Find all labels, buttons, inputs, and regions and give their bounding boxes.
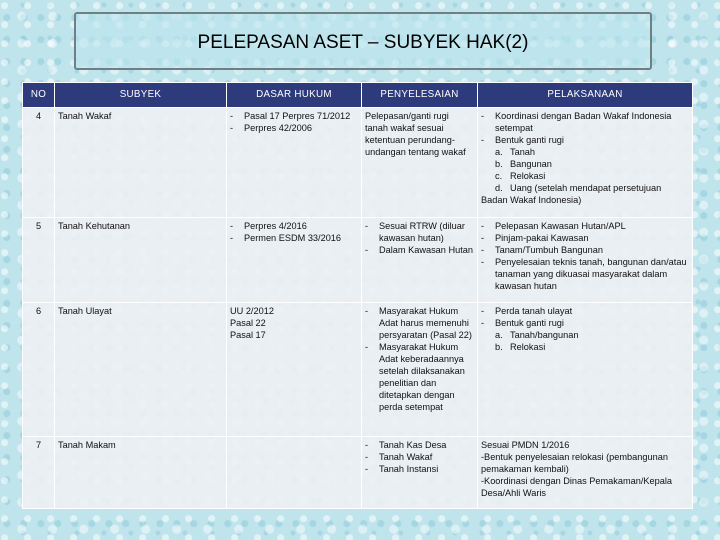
header-penyelesaian: PENYELESAIAN	[362, 83, 478, 108]
header-dasar-hukum: DASAR HUKUM	[227, 83, 362, 108]
list-item: - Dalam Kawasan Hutan	[365, 244, 474, 256]
list-item: - Perpres 4/2016	[230, 220, 358, 232]
list-item: - Penyelesaian teknis tanah, bangunan dan/atau tanaman yang dikuasai masyarakat dalam kawasan hutan	[481, 256, 689, 292]
cell-penyelesaian	[362, 218, 478, 303]
sub-text: Relokasi	[510, 342, 546, 352]
cell-subyek: Tanah Ulayat	[55, 303, 227, 437]
cell-subyek: Tanah Kehutanan	[55, 218, 227, 303]
table-row-ulayat	[23, 303, 693, 437]
pelaksanaan-tail: Badan Wakaf Indonesia)	[481, 195, 582, 205]
sub-text: Tanah/bangunan	[510, 330, 579, 340]
list-item: - Permen ESDM 33/2016	[230, 232, 358, 244]
text-line: -Bentuk penyelesaian relokasi (pembangunan pemakaman kembali)	[481, 452, 668, 474]
list-item: - Pasal 17 Perpres 71/2012	[230, 110, 358, 122]
table-row-wakaf	[23, 108, 693, 218]
sub-item	[495, 341, 689, 353]
sub-item	[495, 170, 689, 182]
header-pelaksanaan: PELAKSANAAN	[478, 83, 693, 108]
page-title: PELEPASAN ASET – SUBYEK HAK(2)	[197, 32, 529, 53]
sub-marker: d.	[495, 183, 503, 193]
list-item: - Perda tanah ulayat	[481, 305, 689, 317]
table-row-kehutanan	[23, 218, 693, 303]
text-line: Pasal 22	[230, 318, 266, 328]
list-item: - Tanah Instansi	[365, 463, 474, 475]
list-item: - Masyarakat Hukum Adat harus memenuhi persyaratan (Pasal 22)	[365, 305, 474, 341]
list-item: - Perpres 42/2006	[230, 122, 358, 134]
sub-item	[495, 182, 689, 194]
title-box	[74, 12, 652, 70]
header-row	[23, 83, 693, 108]
sub-item	[495, 158, 689, 170]
cell-no: 5	[23, 218, 55, 303]
cell-penyelesaian	[362, 437, 478, 509]
cell-subyek: Tanah Wakaf	[55, 108, 227, 218]
list-item: - Koordinasi dengan Badan Wakaf Indonesia setempat	[481, 110, 689, 134]
cell-penyelesaian: Pelepasan/ganti rugi tanah wakaf sesuai ketentuan perundang-undangan tentang wakaf	[362, 108, 478, 218]
sub-text: Bangunan	[510, 159, 552, 169]
list-item: - Tanah Wakaf	[365, 451, 474, 463]
text-line: Sesuai PMDN 1/2016	[481, 440, 570, 450]
sub-marker: a.	[495, 330, 503, 340]
text-line: -Koordinasi dengan Dinas Pemakaman/Kepala Desa/Ahli Waris	[481, 476, 673, 498]
sub-marker: c.	[495, 171, 503, 181]
cell-subyek: Tanah Makam	[55, 437, 227, 509]
cell-pelaksanaan	[478, 303, 693, 437]
cell-dasar-hukum	[227, 108, 362, 218]
list-item: - Pelepasan Kawasan Hutan/APL	[481, 220, 689, 232]
list-item: - Masyarakat Hukum Adat keberadaannya setelah dilaksanakan penelitian dan ditetapkan dengan perda setempat	[365, 341, 474, 413]
sub-marker: a.	[495, 147, 503, 157]
cell-dasar-hukum	[227, 303, 362, 437]
cell-no: 7	[23, 437, 55, 509]
cell-pelaksanaan	[478, 108, 693, 218]
sub-text: Uang (setelah mendapat persetujuan	[510, 183, 662, 193]
cell-dasar-hukum	[227, 437, 362, 509]
list-item: - Bentuk ganti rugi	[481, 134, 689, 146]
text-line: UU 2/2012	[230, 306, 274, 316]
sub-marker: b.	[495, 342, 503, 352]
table-row-makam	[23, 437, 693, 509]
asset-table	[22, 82, 693, 509]
sub-item	[495, 146, 689, 158]
list-item: - Tanah Kas Desa	[365, 439, 474, 451]
sub-text: Tanah	[510, 147, 536, 157]
list-item: - Sesuai RTRW (diluar kawasan hutan)	[365, 220, 474, 244]
list-item: - Bentuk ganti rugi	[481, 317, 689, 329]
list-item: - Tanam/Tumbuh Bangunan	[481, 244, 689, 256]
cell-pelaksanaan	[478, 437, 693, 509]
header-no: NO	[23, 83, 55, 108]
cell-pelaksanaan	[478, 218, 693, 303]
cell-penyelesaian	[362, 303, 478, 437]
sub-text: Relokasi	[510, 171, 546, 181]
text-line: Pasal 17	[230, 330, 266, 340]
cell-dasar-hukum	[227, 218, 362, 303]
header-subyek: SUBYEK	[55, 83, 227, 108]
sub-marker: b.	[495, 159, 503, 169]
sub-item	[495, 329, 689, 341]
list-item: - Pinjam-pakai Kawasan	[481, 232, 689, 244]
cell-no: 6	[23, 303, 55, 437]
cell-no: 4	[23, 108, 55, 218]
